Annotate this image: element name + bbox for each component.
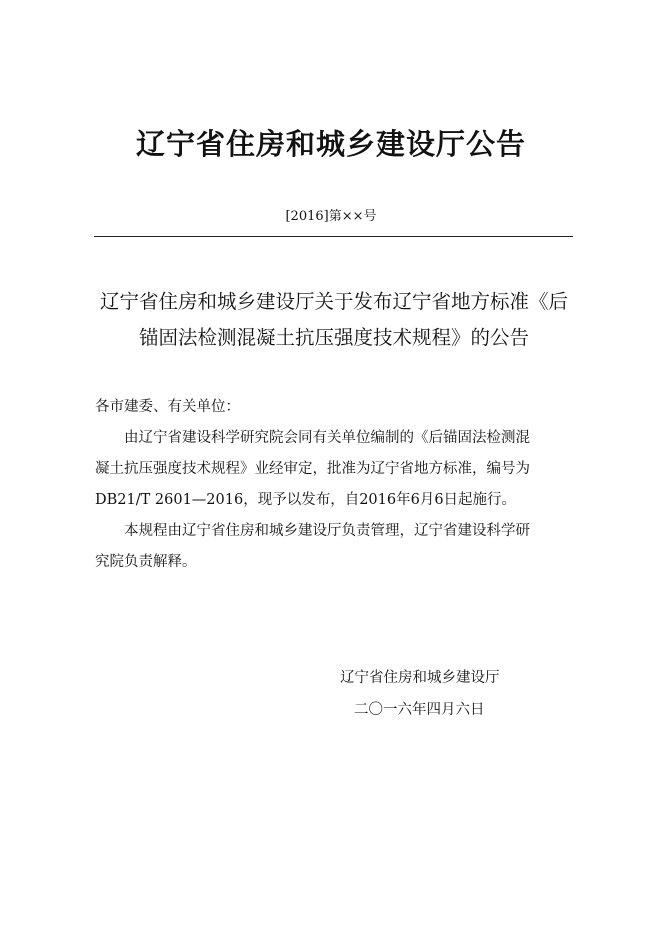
subject-line: 辽宁省住房和城乡建设厅关于发布辽宁省地方标准《后 [99,290,568,313]
paragraph-line: 究院负责解释。 [95,554,197,570]
signature-block [340,662,560,726]
document-title: 辽宁省住房和城乡建设厅公告 [135,127,526,161]
announcement-subject [92,284,576,356]
document-number: [2016]第××号 [285,209,377,224]
paragraph-line: 本规程由辽宁省住房和城乡建设厅负责管理，辽宁省建设科学研 [124,523,530,539]
salutation: 各市建委、有关单位： [95,399,240,415]
signature-date: 二〇一六年四月六日 [354,702,485,718]
paragraph-line: DB21/T 2601—2016，现予以发布，自2016年6月6日起施行。 [95,492,517,508]
subject-line: 锚固法检测混凝土抗压强度技术规程》的公告 [138,326,529,349]
paragraph-line: 凝土抗压强度技术规程》业经审定，批准为辽宁省地方标准，编号为 [95,461,530,477]
signature-organization: 辽宁省住房和城乡建设厅 [340,670,500,686]
paragraph-line: 由辽宁省建设科学研究院会同有关单位编制的《后锚固法检测混 [124,430,530,446]
announcement-body [95,392,575,578]
header-divider [94,236,573,237]
